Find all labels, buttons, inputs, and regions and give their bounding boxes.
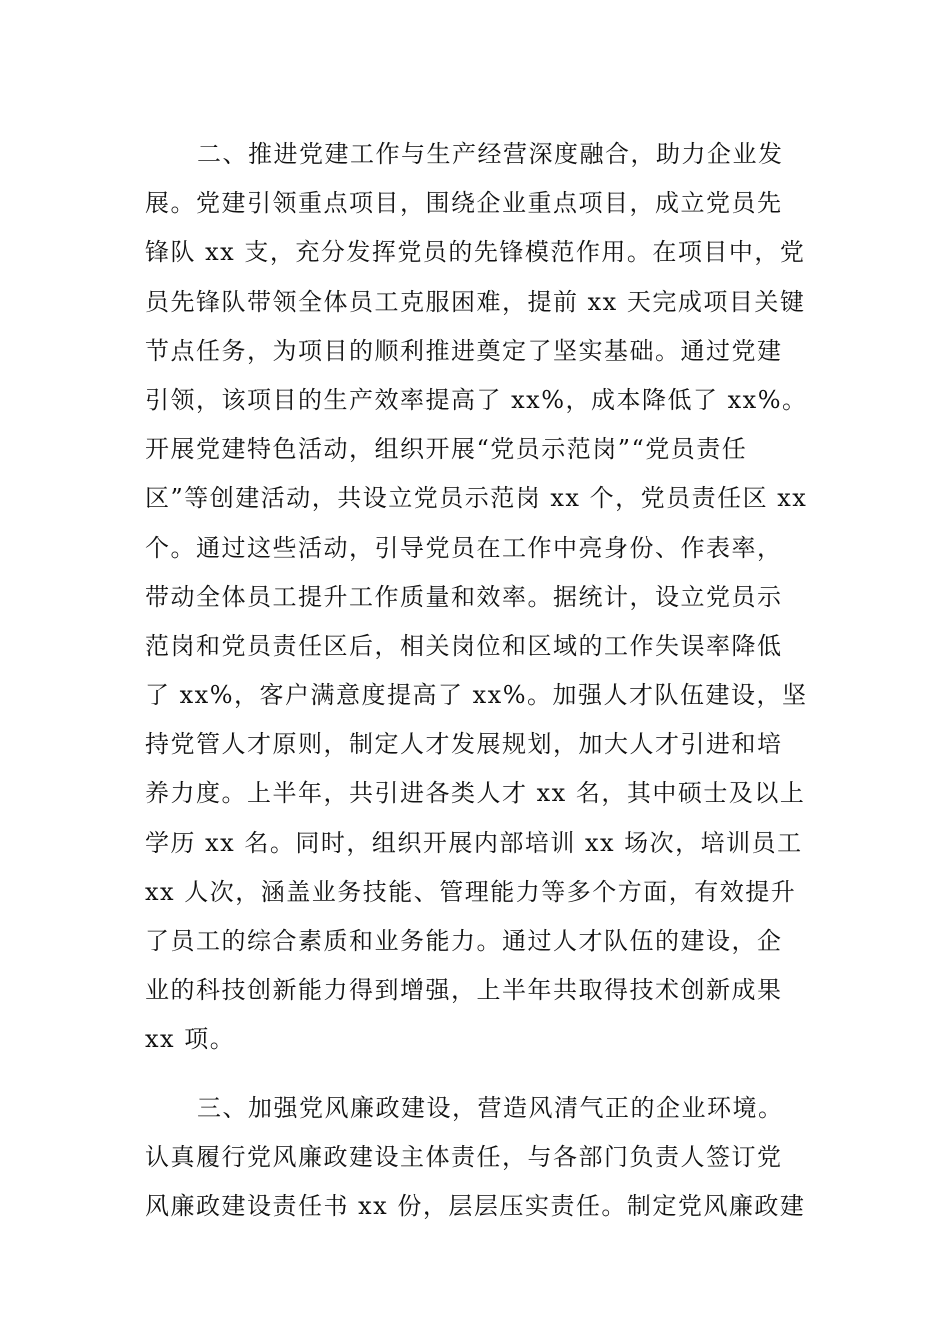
text-line: 锋队 xx 支，充分发挥党员的先锋模范作用。在项目中，党	[145, 238, 806, 267]
text-line: 三、加强党风廉政建设，营造风清气正的企业环境。	[197, 1094, 784, 1122]
text-line: xx 人次，涵盖业务技能、管理能力等多个方面，有效提升	[145, 877, 797, 906]
text-line: 区”等创建活动，共设立党员示范岗 xx 个，党员责任区 xx	[145, 484, 808, 513]
text-line: 引领，该项目的生产效率提高了 xx%，成本降低了 xx%。	[145, 385, 808, 414]
text-line: 养力度。上半年，共引进各类人才 xx 名，其中硕士及以上	[145, 779, 806, 808]
text-line: 节点任务，为项目的顺利推进奠定了坚实基础。通过党建	[145, 336, 783, 365]
text-line: 带动全体员工提升工作质量和效率。据统计，设立党员示	[145, 582, 783, 611]
text-line: xx 项。	[145, 1025, 236, 1054]
text-line: 风廉政建设责任书 xx 份，层层压实责任。制定党风廉政建	[145, 1192, 806, 1221]
paragraph-section-two	[145, 130, 815, 1065]
text-line: 持党管人才原则，制定人才发展规划，加大人才引进和培	[145, 730, 783, 759]
text-line: 了 xx%，客户满意度提高了 xx%。加强人才队伍建设，坚	[145, 681, 808, 710]
paragraph-section-three	[145, 1084, 815, 1232]
text-line: 员先锋队带领全体员工克服困难，提前 xx 天完成项目关键	[145, 287, 806, 316]
text-line: 业的科技创新能力得到增强，上半年共取得技术创新成果	[145, 976, 783, 1005]
text-line: 范岗和党员责任区后，相关岗位和区域的工作失误率降低	[145, 631, 783, 660]
text-line: 认真履行党风廉政建设主体责任，与各部门负责人签订党	[145, 1143, 783, 1172]
text-line: 二、推进党建工作与生产经营深度融合，助力企业发	[197, 140, 784, 168]
text-line: 开展党建特色活动，组织开展“党员示范岗”“党员责任	[145, 435, 748, 464]
text-line: 学历 xx 名。同时，组织开展内部培训 xx 场次，培训员工	[145, 828, 803, 857]
text-line: 了员工的综合素质和业务能力。通过人才队伍的建设，企	[145, 927, 783, 955]
text-line: 个。通过这些活动，引导党员在工作中亮身份、作表率，	[145, 533, 783, 562]
text-line: 展。党建引领重点项目，围绕企业重点项目，成立党员先	[145, 189, 783, 218]
